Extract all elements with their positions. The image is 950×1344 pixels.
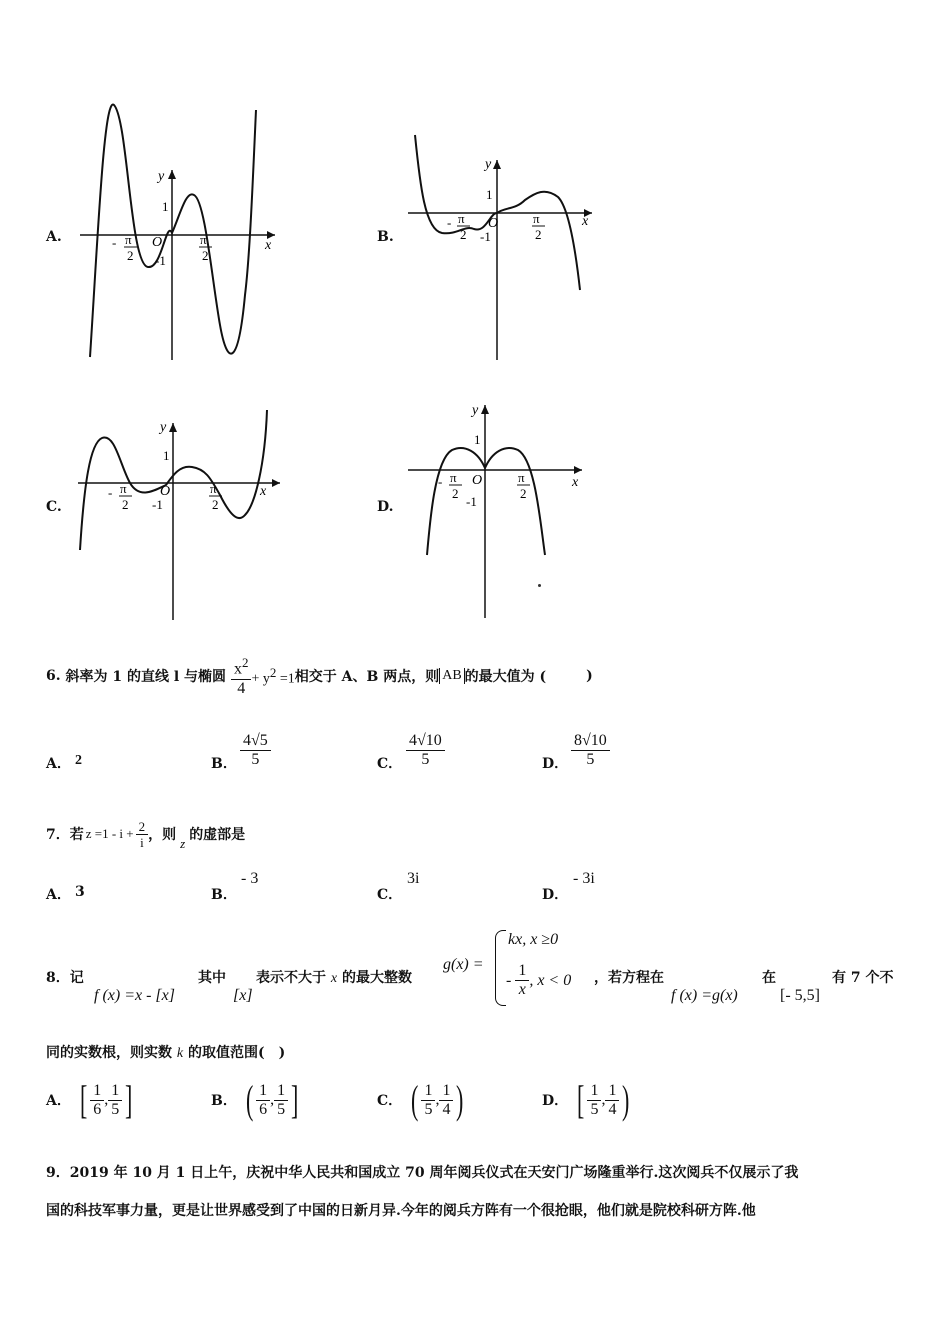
svg-text:-: - (447, 215, 452, 230)
fraction: $\frac{1}{5}$ (587, 1082, 601, 1119)
q6-option-b-value: $\frac{4√5}{5}$ (240, 732, 271, 769)
svg-text:x: x (572, 475, 579, 490)
fraction: $\frac{1}{5}$ (274, 1082, 288, 1119)
svg-text:π: π (450, 470, 457, 485)
question-9-line1: 9．2019 年 10 月 1 日上午，庆祝中华人民共和国成立 70 周年阅兵仪式在天安门广场隆重举行.这次阅兵不仅展示了我 (46, 1165, 799, 1181)
svg-text:π: π (210, 481, 217, 496)
svg-text:-1: -1 (152, 497, 163, 512)
q6-option-d-value: $\frac{8√10}{5}$ (571, 732, 610, 769)
option-b-label: B. (377, 229, 394, 245)
svg-text:π: π (125, 232, 132, 247)
svg-text:2: 2 (452, 486, 459, 501)
svg-text:π: π (518, 470, 525, 485)
q8-options (46, 1072, 666, 1128)
q8-option-a: A． [ $\frac{1}{6}$ , $\frac{1}{5}$ ] (46, 1077, 133, 1122)
svg-text:-: - (108, 485, 113, 500)
q8-fx: f (x) =x - [x] (94, 987, 175, 1004)
svg-text:1: 1 (486, 187, 493, 202)
question-6: 6. 斜率为 1 的直线 l 与椭圆 $\frac{x^2}{4}$ + $y^2 =1$ 相交于 A、B 两点，则 AB 的最大值为 ( ) (46, 655, 593, 697)
svg-text:y: y (485, 157, 492, 172)
svg-text:1: 1 (163, 448, 170, 463)
svg-text:π: π (458, 211, 465, 226)
interval-left-bracket: ( (245, 1077, 254, 1122)
option-d-label: D. (377, 499, 394, 515)
fraction: $\frac{1}{6}$ (256, 1082, 270, 1119)
svg-text:2: 2 (202, 248, 209, 263)
interval-right-bracket: ] (125, 1077, 133, 1122)
interval-right-bracket: ) (622, 1077, 630, 1122)
interval-left-bracket: [ (577, 1077, 585, 1122)
q6-option-c-value: $\frac{4√10}{5}$ (406, 732, 445, 769)
svg-text:π: π (120, 481, 127, 496)
option-label: C． (377, 1093, 403, 1109)
q8-option-d: D． [ $\frac{1}{5}$ , $\frac{1}{4}$ ) (542, 1077, 630, 1122)
svg-text:2: 2 (535, 227, 542, 242)
graph-b (400, 125, 600, 365)
interval-right-bracket: ) (456, 1077, 464, 1122)
svg-text:π: π (200, 232, 207, 247)
stray-dot (538, 584, 541, 587)
svg-text:x: x (260, 484, 267, 499)
svg-text:1: 1 (474, 432, 481, 447)
fraction: $\frac{1}{4}$ (605, 1082, 619, 1119)
curve-d (427, 448, 545, 555)
tick-neg1: -1 (155, 253, 166, 268)
option-a-label: A. (46, 229, 62, 245)
fraction: $\frac{1}{5}$ (421, 1082, 435, 1119)
q8-text: 表示不大于 x 的最大整数 (256, 970, 412, 986)
option-c-label: C. (46, 499, 62, 515)
svg-text:O: O (488, 216, 499, 231)
svg-text:y: y (472, 403, 479, 418)
q8-case2: - $\frac{1}{x}$ , x < 0 (506, 962, 572, 998)
graph-c (70, 405, 290, 625)
q8-option-c: C． ( $\frac{1}{5}$ , $\frac{1}{4}$ ) (377, 1077, 464, 1122)
origin-label: O (152, 235, 163, 250)
graph-d (400, 400, 600, 620)
piecewise-brace (495, 930, 506, 1006)
svg-text:2: 2 (127, 248, 134, 263)
interval-right-bracket: ] (291, 1077, 299, 1122)
svg-text:x: x (582, 214, 589, 229)
svg-text:-: - (112, 235, 117, 250)
interval-left-bracket: ( (411, 1077, 419, 1122)
svg-text:2: 2 (520, 486, 527, 501)
option-label: A． (46, 1093, 71, 1109)
x-label: x (265, 238, 272, 253)
svg-text:O: O (160, 484, 171, 499)
y-label: y (158, 169, 165, 184)
fraction: $\frac{1}{5}$ (108, 1082, 122, 1119)
interval-left-bracket: [ (79, 1077, 88, 1122)
q8-line2: 同的实数根，则实数 k 的取值范围( ) (46, 1045, 286, 1061)
fraction: $\frac{1}{4}$ (439, 1082, 453, 1119)
q8-option-b: B． ( $\frac{1}{6}$ , $\frac{1}{5}$ ] (211, 1077, 299, 1122)
fraction: $\frac{1}{6}$ (90, 1082, 104, 1119)
svg-text:2: 2 (212, 497, 219, 512)
svg-text:O: O (472, 473, 483, 488)
svg-text:2: 2 (122, 497, 129, 512)
question-7: 7．若 z =1 - i + $\frac{2}{i}$ ，则 z 的虚部是 (46, 818, 246, 851)
tick-1: 1 (162, 199, 169, 214)
svg-text:y: y (160, 420, 167, 435)
graph-a (70, 95, 280, 365)
option-label: B． (211, 1093, 237, 1109)
svg-text:2: 2 (460, 227, 467, 242)
question-9-line2: 国的科技军事力量，更是让世界感受到了中国的日新月异.今年的阅兵方阵有一个很抢眼，他们就是院校科研方阵.他 (46, 1203, 756, 1219)
svg-text:-: - (438, 474, 443, 489)
svg-text:π: π (533, 211, 540, 226)
curve-a (90, 104, 256, 357)
option-label: D． (542, 1093, 569, 1109)
svg-text:-1: -1 (480, 229, 491, 244)
svg-text:-1: -1 (466, 494, 477, 509)
